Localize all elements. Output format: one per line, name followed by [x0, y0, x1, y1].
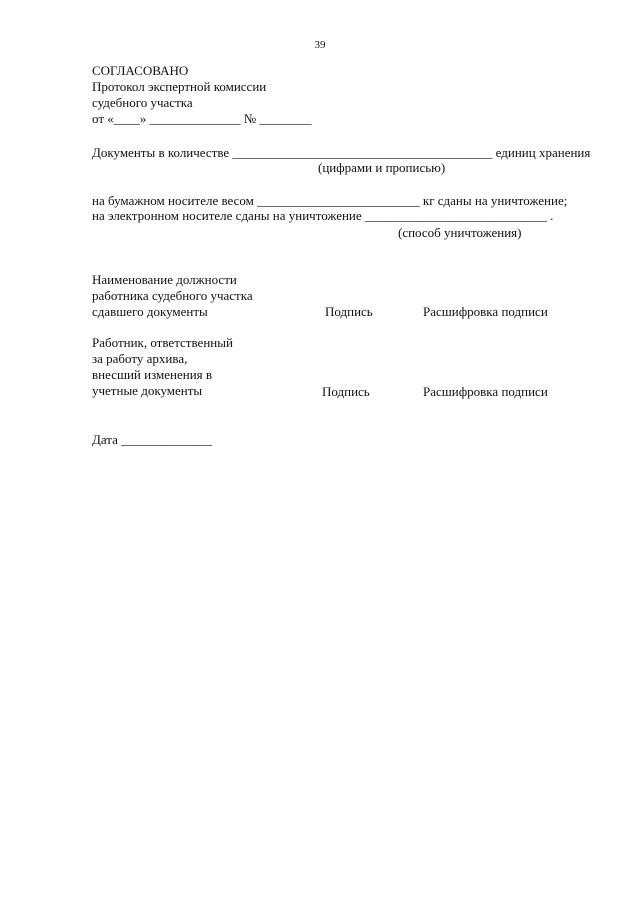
signature-decoding-label: Расшифровка подписи	[423, 304, 548, 319]
position-line: внесший изменения в	[92, 367, 213, 382]
page-number: 39	[314, 39, 326, 51]
documents-count-line: Документы в количестве ________________________________________ единиц хранения	[92, 145, 591, 160]
approval-protocol: Протокол экспертной комиссии	[92, 79, 267, 94]
position-line: за работу архива,	[92, 351, 188, 366]
signature-label: Подпись	[325, 304, 373, 319]
position-line: учетные документы	[92, 383, 203, 398]
position-line: работника судебного участка	[92, 288, 253, 303]
approval-court: судебного участка	[92, 95, 193, 110]
date-line: Дата ______________	[92, 432, 213, 447]
position-line: Работник, ответственный	[92, 335, 233, 350]
position-line: сдавшего документы	[92, 304, 208, 319]
signature-decoding-label: Расшифровка подписи	[423, 384, 548, 399]
destruction-method-caption: (способ уничтожения)	[398, 225, 522, 240]
electronic-destruction-line: на электронном носителе сданы на уничтожение ____________________________ .	[92, 208, 554, 223]
signature-label: Подпись	[322, 384, 370, 399]
approval-title: СОГЛАСОВАНО	[92, 63, 189, 78]
position-line: Наименование должности	[92, 272, 237, 287]
documents-count-caption: (цифрами и прописью)	[318, 160, 446, 175]
paper-weight-line: на бумажном носителе весом _________________________ кг сданы на уничтожение;	[92, 193, 568, 208]
approval-date-number: от «____» ______________ № ________	[92, 111, 312, 126]
